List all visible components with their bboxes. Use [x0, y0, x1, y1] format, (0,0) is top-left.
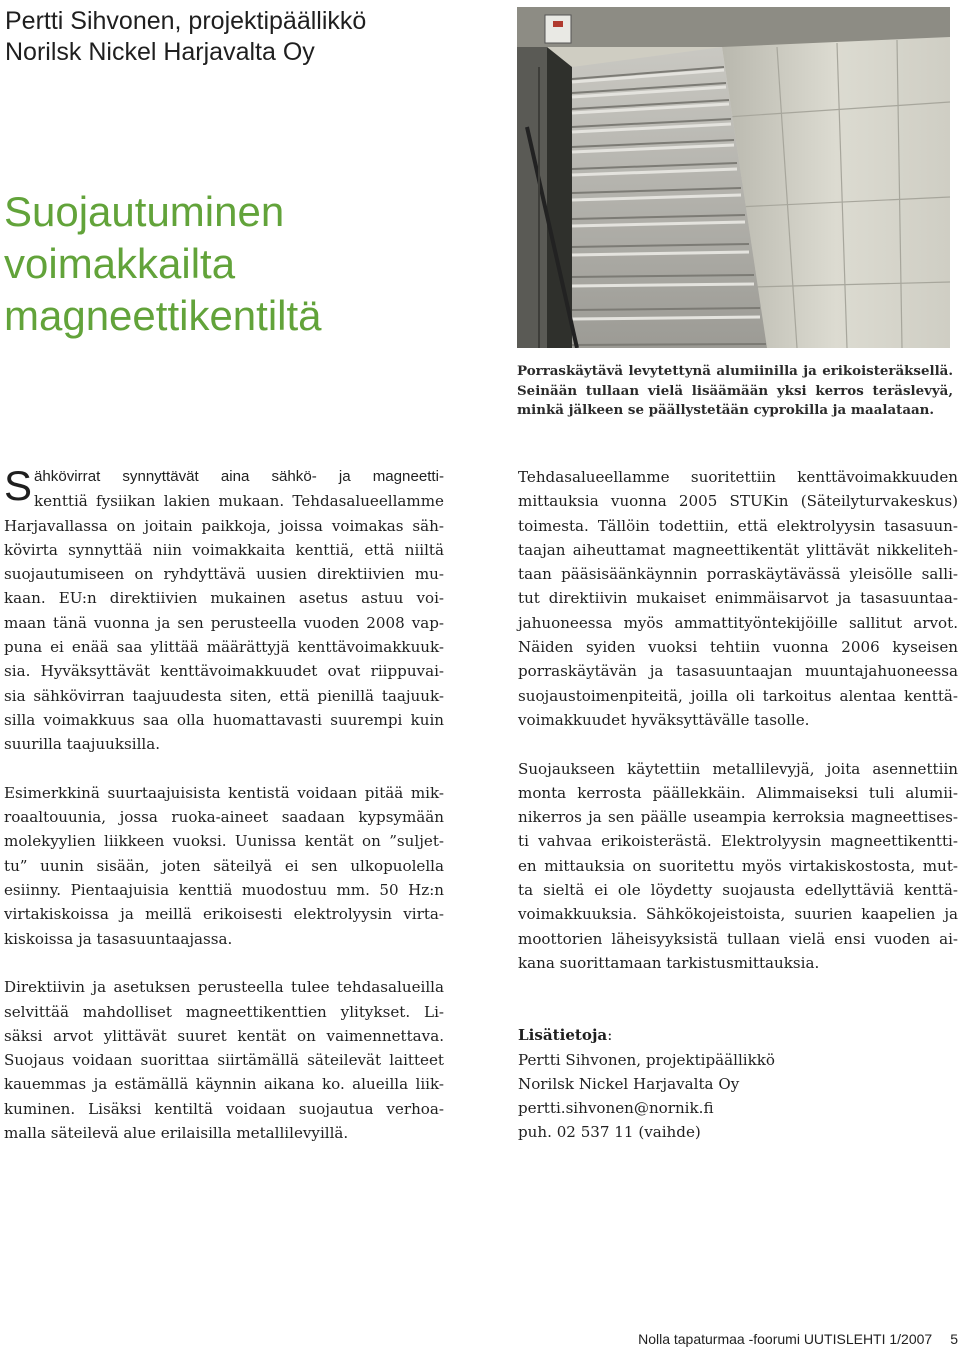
text-line: kiskoissa ja tasasuuntaajassa.	[4, 929, 233, 948]
author-line: Norilsk Nickel Harjavalta Oy	[5, 38, 315, 66]
text-line: toimesta. Tällöin todettiin, että elektrolyysin tasasuun-	[518, 516, 958, 535]
text-line: jahuoneessa myös ammattityöntekijöille sallitut arvot.	[518, 613, 958, 632]
text-line: Suojaukseen käytettiin metallilevyjä, joita asennettiin	[518, 759, 958, 778]
text-line: suurilla taajuuksilla.	[4, 735, 161, 754]
contact-heading-colon: :	[607, 1026, 613, 1045]
drop-cap: S	[4, 462, 33, 509]
text-line: taajan aiheuttamat magneettikentät ylittävät nikkeliteh-	[518, 540, 958, 559]
text-line: en mittauksia on suoritettu myös virtakiskostosta, mut-	[518, 856, 958, 875]
contact-email[interactable]: pertti.sihvonen@nornik.fi	[518, 1099, 714, 1118]
text-line: tu” uunin sisään, joten säteilyä ei sen ulkopuolella	[4, 856, 444, 875]
text-line: taan pääsisäänkäynnin porraskäytävässä yleisölle salli-	[518, 565, 958, 584]
contact-heading-line	[518, 1023, 958, 1047]
text-line: porraskäytävän ja tasasuuntaajan muuntajahuoneessa	[518, 662, 958, 681]
text-line: kana suorittamaan tarkistusmittauksia.	[518, 953, 820, 972]
text-line: Harjavallassa on joitain paikkoja, joissa voimakas säh-	[4, 516, 444, 535]
text-line: nikerros ja sen päälle useampia kerroksia magneettises-	[518, 808, 958, 827]
text-line: Esimerkkinä suurtaajuisista kentistä voidaan pitää mik-	[4, 783, 444, 802]
staircase-photo	[517, 7, 950, 348]
caption-line: Porraskäytävä levytettynä alumiinilla ja erikoisteräksellä.	[517, 363, 953, 379]
text-line: sia. Hyväksyttävät kenttävoimakkuudet ovat riippuvai-	[4, 662, 444, 681]
text-line: suojaustoimenpiteitä, joilla oli tarkoitus alentaa kenttä-	[518, 686, 958, 705]
staircase-illustration	[517, 7, 950, 348]
left-column	[4, 462, 444, 1170]
text-line: maan tänä vuonna ja sen perusteella vuoden 2008 vap-	[4, 613, 444, 632]
text-line: Suojaus voidaan suorittaa siirtämällä säteilevät laitteet	[4, 1051, 444, 1070]
text-line: sia sähkövirran taajuudesta siten, että pienillä taajuuk-	[4, 686, 444, 705]
text-line: kaan. EU:n direktiivien mukainen asetus astuu voi-	[4, 589, 444, 608]
text-line: ti vahvaa erikoisterästä. Elektrolyysin magneettikentti-	[518, 832, 958, 851]
text-line: esiinny. Pientaajuisia kenttiä muodostuu mm. 50 Hz:n	[4, 881, 444, 900]
caption-line: Seinään tullaan vielä lisäämään yksi kerros teräslevyä,	[517, 382, 953, 399]
headline-line: Suojautuminen	[4, 188, 285, 235]
text-line: malla säteilevä alue erilaisilla metallilevyillä.	[4, 1124, 349, 1143]
headline-line: magneettikentiltä	[4, 292, 322, 339]
contact-phone: puh. 02 537 11 (vaihde)	[518, 1123, 701, 1142]
lead-paragraph	[4, 462, 444, 757]
paragraph	[518, 465, 958, 732]
paragraph	[4, 781, 444, 951]
paragraph	[518, 757, 958, 976]
text-line: Tehdasalueellamme suoritettiin kenttävoimakkuuden	[518, 468, 958, 486]
article-headline	[4, 186, 504, 342]
contact-info	[518, 1023, 958, 1144]
text-line: ähkövirrat synnyttävät aina sähkö- ja magneetti-	[34, 468, 444, 485]
text-line: tut direktiivin mukaiset enimmäisarvot ja tasasuuntaa-	[518, 589, 958, 608]
text-line: säksi arvot ylittävät suuret kentät on vaimennettava.	[4, 1026, 444, 1045]
text-line: kövirta synnyttää niin voimakkaita kenttiä, että niiltä	[4, 540, 444, 559]
text-line: voimakkuuksia. Sähkökojeistoista, suurien kaapelien ja	[518, 905, 958, 924]
photo-caption	[517, 362, 953, 421]
text-line: mittauksia vuonna 2005 STUKin (Säteilyturvakeskus)	[518, 492, 958, 511]
page-footer	[628, 1331, 958, 1347]
text-line: virtakiskoissa ja meillä erikoisesti elektrolyysin virta-	[4, 905, 444, 924]
text-line: suojautumiseen on ryhdyttävä uusien direktiivien mu-	[4, 565, 444, 584]
text-line: moottorien läheisyyksistä tullaan vielä ensi vuoden ai-	[518, 929, 958, 948]
contact-line: Pertti Sihvonen, projektipäällikkö	[518, 1050, 775, 1069]
paragraph	[4, 975, 444, 1145]
text-line: Näiden syiden vuoksi tehtiin vuonna 2006 kyseisen	[518, 638, 958, 657]
text-line: selvittää mahdolliset magneettikenttien ylitykset. Li-	[4, 1002, 444, 1021]
text-line: kauemmas ja estämällä käynnin aikana ko. alueilla liik-	[4, 1075, 444, 1094]
page-number: 5	[950, 1331, 958, 1347]
text-line: puna ei enää saa ylittää määrättyjä kenttävoimakkuuk-	[4, 638, 444, 657]
text-line: Direktiivin ja asetuksen perusteella tulee tehdasalueilla	[4, 978, 444, 997]
right-column	[518, 465, 958, 1145]
caption-line: minkä jälkeen se päällystetään cyprokilla ja maalataan.	[517, 402, 935, 418]
text-line: kuminen. Lisäksi kentiltä voidaan suojautua verhoa-	[4, 1099, 444, 1118]
text-line: kenttiä fysiikan lakien mukaan. Tehdasalueellamme	[34, 492, 444, 511]
contact-heading: Lisätietoja	[518, 1026, 608, 1045]
text-line: molekyylien liikkeen vuoksi. Uunissa kentät on ”suljet-	[4, 832, 444, 851]
publication-name: Nolla tapaturmaa -foorumi UUTISLEHTI 1/2007	[638, 1331, 933, 1347]
text-line: monta kerrosta päällekkäin. Alimmaiseksi tuli alumii-	[518, 783, 958, 802]
author-header	[5, 6, 485, 68]
text-line: ta sieltä ei ole löydetty suojausta edellyttäviä kenttä-	[518, 881, 958, 900]
headline-line: voimakkailta	[4, 240, 236, 287]
text-line: roaaltouunia, jossa ruoka-aineet saadaan kypsymään	[4, 808, 444, 827]
text-line: voimakkuudet hyväksyttävälle tasolle.	[518, 710, 810, 729]
author-line: Pertti Sihvonen, projektipäällikkö	[5, 7, 367, 35]
contact-line: Norilsk Nickel Harjavalta Oy	[518, 1074, 740, 1093]
text-line: silla voimakkuus saa olla huomattavasti suurempi kuin	[4, 710, 444, 729]
